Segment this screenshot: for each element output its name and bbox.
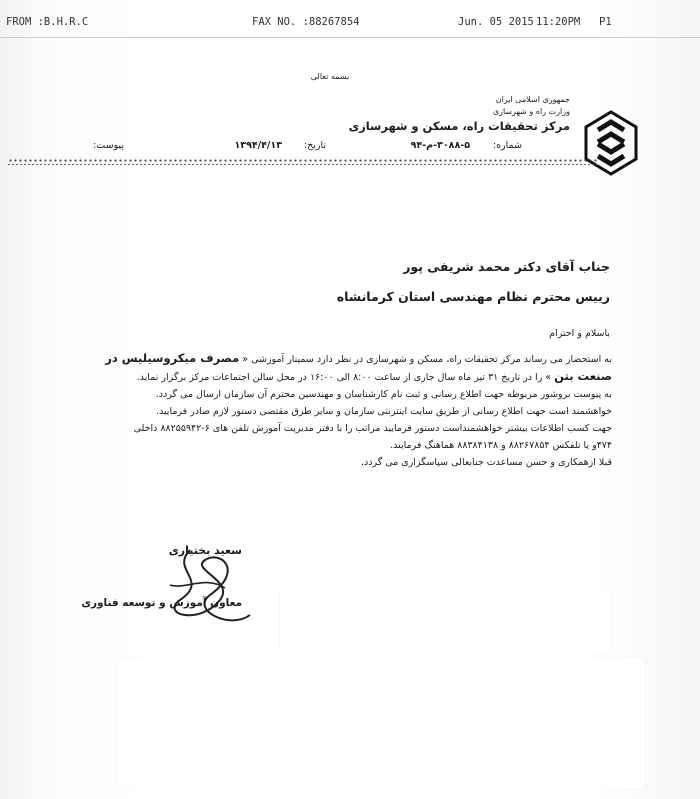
fax-header-rule (0, 37, 700, 38)
fax-from: FROM :B.H.R.C (6, 16, 89, 28)
org-center: مرکز تحقیقات راه، مسکن و شهرسازی (348, 119, 570, 133)
fax-number: FAX NO. :88267854 (252, 16, 360, 28)
fax-header (6, 16, 692, 32)
body-line-5: جهت کسب اطلاعات بیشتر خواهشمنداست دستور فرمایید مراتب را با دفتر مدیریت آموزش تلفن های ۶-۸۸۲۵۵۹۴۲ داخلی (133, 423, 612, 434)
handwritten-signature-icon (150, 540, 260, 640)
body-line-1-text: به استحضار می رساند مرکز تحقیقات راه، مسکن و شهرسازی در نظر دارد سمینار آموزشی « (242, 354, 612, 365)
redacted-area (118, 658, 644, 788)
fax-date: Jun. 05 2015 (458, 16, 534, 28)
attachment-label: پیوست: (93, 140, 124, 151)
signature-name: سعید بختیاری (168, 544, 242, 557)
seminar-title-part-2: صنعت بتن (554, 369, 612, 383)
body-line-7: قبلا ازهمکاری و حسن مساعدت جنابعالی سپاسگزاری می گردد. (360, 457, 612, 468)
header-dashed-divider (8, 164, 598, 165)
letter-meta (62, 140, 522, 156)
number-value: ۳۰۸۸-۵-م-۹۴ (410, 140, 470, 151)
number-label: شماره: (492, 140, 522, 151)
body-line-6: ۴۷۴و یا تلفکس ۸۸۲۶۷۸۵۴ و ۸۸۳۸۴۱۳۸ هماهنگ فرمایند. (390, 440, 612, 451)
redacted-area (280, 588, 610, 654)
body-line-2-text: » را در تاریخ ۳۱ تیر ماه سال جاری از ساعت ۸:۰۰ الی ۱۶:۰۰ در محل سالن اجتماعات مرکز برگزار نماید. (136, 372, 552, 383)
addressee-name: جناب آقای دکتر محمد شریفی پور (403, 259, 610, 274)
org-ministry: وزارت راه و شهرسازی (492, 107, 570, 116)
salutation: باسلام و احترام (549, 328, 610, 339)
letter-body (92, 350, 612, 471)
addressee-block (110, 252, 610, 312)
signature-title: معاون آموزش و توسعه فناوری (81, 597, 242, 609)
organization-block (310, 94, 570, 134)
organization-logo-icon (580, 108, 642, 178)
invocation: بسمه تعالی (310, 72, 350, 81)
fax-page-number: P1 (599, 16, 612, 28)
org-country: جمهوری اسلامی ایران (495, 95, 570, 104)
date-value: ۱۳۹۴/۴/۱۳ (234, 140, 282, 151)
body-line-2 (92, 368, 612, 386)
body-line-3: به پیوست بروشور مربوطه جهت اطلاع رسانی و ثبت نام کارشناسان و مهندسین محترم آن سازمان ارسال می گردد. (155, 389, 612, 400)
fax-time: 11:20PM (536, 16, 581, 28)
seminar-title-part-1: مصرف میکروسیلیس در (105, 351, 240, 365)
body-line-4: خواهشمند است جهت اطلاع رسانی از طریق سایت اینترنتی سازمان و سایر طرق مقتضی دستور لازم صادر فرمایید. (155, 406, 612, 417)
date-label: تاریخ: (303, 140, 326, 151)
body-line-1 (92, 350, 612, 368)
addressee-title: رییس محترم نظام مهندسی استان کرمانشاه (336, 289, 610, 304)
